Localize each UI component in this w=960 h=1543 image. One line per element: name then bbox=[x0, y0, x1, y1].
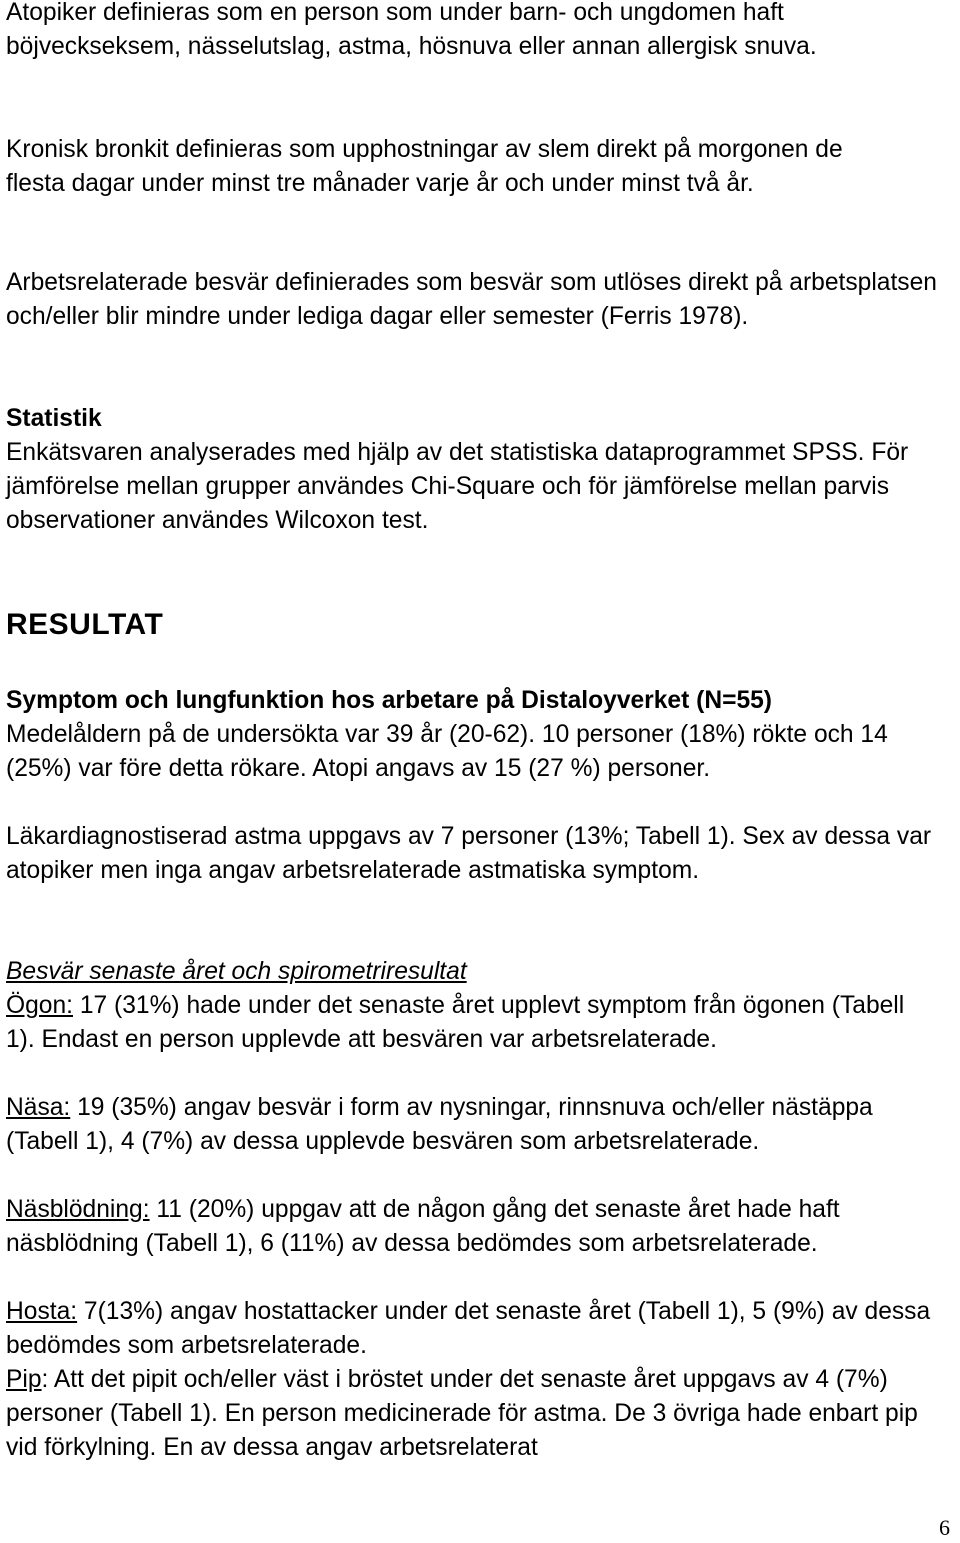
statistik-heading: Statistik bbox=[6, 405, 102, 432]
besvar-text-hosta: 7(13%) angav hostattacker under det senaste året (Tabell 1), 5 (9%) av dessa bedömdes som arbetsrelaterade. bbox=[6, 1298, 931, 1359]
besvar-label-nasa: Näsa: bbox=[6, 1094, 71, 1121]
besvar-text-pip: : Att det pipit och/eller väst i bröstet under det senaste året uppgavs av 4 (7%) personer (Tabell 1). En person medicinerade för astma. De 3 övriga hade enbart pip vid förkylning. En av dessa angav arbetsrelaterat bbox=[6, 1366, 918, 1461]
arbetsrelaterade-definition: Arbetsrelaterade besvär definierades som besvär som utlöses direkt på arbetsplatsen och/eller blir mindre under lediga dagar eller semester (Ferris 1978). bbox=[6, 269, 937, 330]
besvar-text-nasblodning: 11 (20%) uppgav att de någon gång det senaste året hade haft näsblödning (Tabell 1), 6 (11%) av dessa bedömdes som arbetsrelaterade. bbox=[6, 1196, 840, 1257]
besvar-label-hosta: Hosta: bbox=[6, 1298, 78, 1325]
besvar-item-pip bbox=[6, 1363, 954, 1464]
resultat-intro: Medelåldern på de undersökta var 39 år (20-62). 10 personer (18%) rökte och 14 (25%) var före detta rökare. Atopi angavs av 15 (27 %) personer. bbox=[6, 721, 888, 782]
besvar-text-ogon: 17 (31%) hade under det senaste året upplevt symptom från ögonen (Tabell 1). Endast en person upplevde att besvären var arbetsrelaterade. bbox=[6, 992, 905, 1053]
besvar-item-ogon bbox=[6, 989, 916, 1057]
besvar-item-nasblodning bbox=[6, 1193, 954, 1261]
besvar-heading: Besvär senaste året och spirometriresultat bbox=[6, 958, 467, 985]
besvar-label-nasblodning: Näsblödning: bbox=[6, 1196, 150, 1223]
resultat-astma: Läkardiagnostiserad astma uppgavs av 7 personer (13%; Tabell 1). Sex av dessa var atopiker men inga angav arbetsrelaterade astmatiska symptom. bbox=[6, 823, 932, 884]
besvar-text-nasa: 19 (35%) angav besvär i form av nysningar, rinnsnuva och/eller nästäppa (Tabell 1), 4 (7%) av dessa upplevde besvären som arbetsrelaterade. bbox=[6, 1094, 873, 1155]
bronkit-definition: Kronisk bronkit definieras som upphostningar av slem direkt på morgonen de flesta dagar under minst tre månader varje år och under minst två år. bbox=[6, 136, 843, 197]
atopiker-definition: Atopiker definieras som en person som under barn- och ungdomen haft böjveckseksem, nässelutslag, astma, hösnuva eller annan allergisk snuva. bbox=[6, 0, 817, 60]
resultat-heading: RESULTAT bbox=[6, 608, 164, 641]
page-number: 6 bbox=[939, 1515, 950, 1540]
besvar-item-hosta bbox=[6, 1295, 954, 1363]
resultat-subheading: Symptom och lungfunktion hos arbetare på Distaloyverket (N=55) bbox=[6, 687, 772, 714]
besvar-label-pip: Pip bbox=[6, 1366, 42, 1393]
statistik-text: Enkätsvaren analyserades med hjälp av det statistiska dataprogrammet SPSS. För jämförelse mellan grupper användes Chi-Square och för jämförelse mellan parvis observationer användes Wilcoxon test. bbox=[6, 439, 909, 534]
besvar-label-ogon: Ögon: bbox=[6, 992, 73, 1019]
besvar-item-nasa bbox=[6, 1091, 946, 1159]
